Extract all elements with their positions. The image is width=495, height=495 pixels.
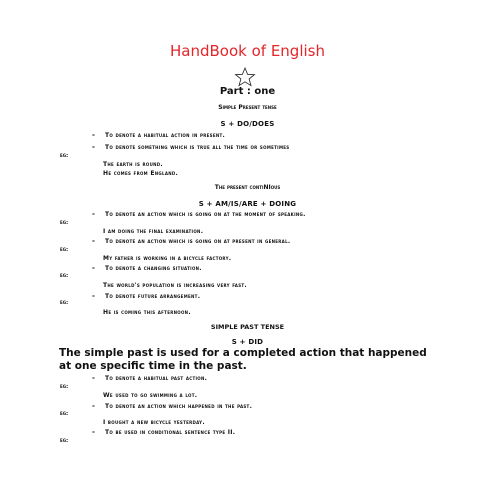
example-label: eg: xyxy=(60,438,69,444)
bullet-dash: - xyxy=(92,428,95,436)
example-line: He comes from England. xyxy=(103,170,179,177)
bullet-dash: - xyxy=(92,292,95,300)
example-label: eg: xyxy=(60,247,69,253)
example-label: eg: xyxy=(60,153,69,159)
bullet-dash: - xyxy=(92,143,95,151)
usage-line: To denote a changing situation. xyxy=(105,265,202,272)
example-line: We used to go swimming a lot. xyxy=(103,392,198,399)
usage-line: To denote a habitual action in present. xyxy=(105,132,226,139)
bullet-dash: - xyxy=(92,237,95,245)
example-label: eg: xyxy=(60,384,69,390)
usage-line: To denote an action which happened in the past. xyxy=(105,403,253,410)
document-title: HandBook of English xyxy=(170,42,325,60)
usage-line: To denote an action which is going on at the moment of speaking. xyxy=(105,211,306,218)
usage-line: To denote future arrangement. xyxy=(105,293,201,300)
section-heading-present-continuous: The present contiNIous xyxy=(214,184,281,191)
usage-line: To denote an action which is going on at present in general. xyxy=(105,238,291,245)
usage-line: To denote something which is true all the time or sometimes xyxy=(105,144,290,151)
section-heading-simple-past: SIMPLE PAST TENSE xyxy=(210,323,285,331)
bullet-dash: - xyxy=(92,264,95,272)
example-line: The world's population is increasing very fast. xyxy=(103,282,247,289)
example-line: I am doing the final examination. xyxy=(103,228,204,235)
bullet-dash: - xyxy=(92,131,95,139)
formula-simple-present: S + DO/DOES xyxy=(220,120,275,128)
bullet-dash: - xyxy=(92,210,95,218)
example-line: My father is working in a bicycle factory. xyxy=(103,255,232,262)
section-heading-simple-present: Simple Present tense xyxy=(218,104,277,111)
formula-simple-past: S + DID xyxy=(231,338,264,346)
example-label: eg: xyxy=(60,411,69,417)
example-line: The earth is round. xyxy=(103,161,163,168)
part-heading: Part : one xyxy=(219,86,276,97)
example-line: I bought a new bicycle yesterday. xyxy=(103,419,205,426)
usage-line: To denote a habitual past action. xyxy=(105,375,208,382)
example-label: eg: xyxy=(60,220,69,226)
example-label: eg: xyxy=(60,273,69,279)
bullet-dash: - xyxy=(92,374,95,382)
formula-present-continuous: S + AM/IS/ARE + DOING xyxy=(198,200,297,208)
example-line: He is coming this afternoon. xyxy=(103,309,191,316)
star-outline-icon xyxy=(234,67,256,87)
bullet-dash: - xyxy=(92,402,95,410)
example-label: eg: xyxy=(60,300,69,306)
usage-line: To be used in conditional sentence type II. xyxy=(105,429,236,436)
simple-past-description: The simple past is used for a completed action that happened at one specific time in the past. xyxy=(59,347,427,372)
